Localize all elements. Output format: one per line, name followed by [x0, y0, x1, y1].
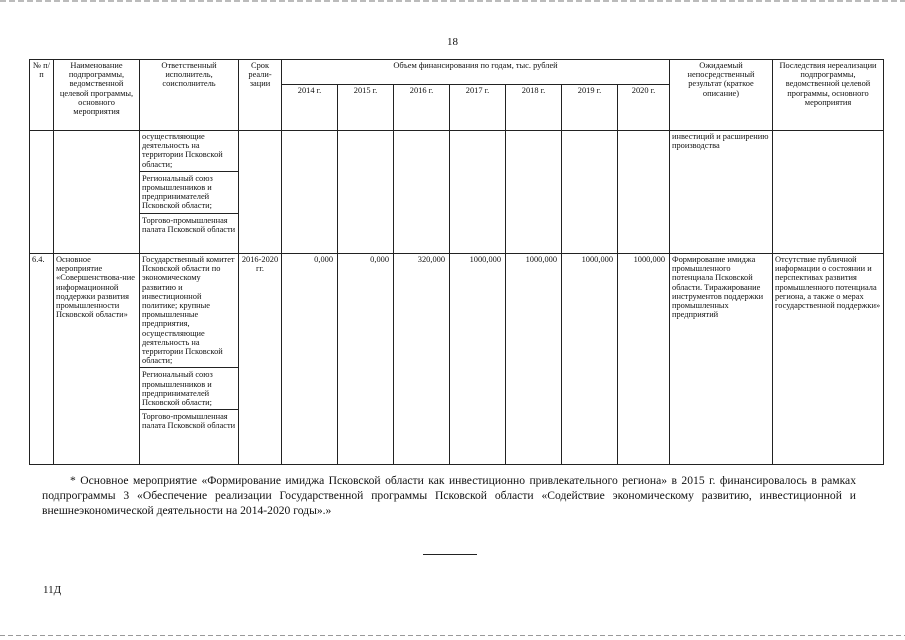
year-2014: 2014 г.	[282, 85, 338, 131]
value-2014	[282, 131, 338, 254]
row-name: Основное мероприятие «Совершенствова-ние информационной поддержки развития промышленности Псковской области»	[54, 254, 140, 465]
scan-edge-top	[0, 0, 905, 2]
scan-edge-bottom	[0, 635, 905, 636]
value-2018: 1000,000	[506, 254, 562, 465]
row-consequences	[773, 131, 884, 254]
value-2015	[338, 131, 394, 254]
year-2017: 2017 г.	[450, 85, 506, 131]
header-result: Ожидаемый непосредственный результат (краткое описание)	[670, 60, 773, 131]
row-responsible	[140, 131, 239, 254]
value-2017	[450, 131, 506, 254]
table-row	[30, 131, 884, 254]
separator-line	[423, 554, 477, 555]
value-2015: 0,000	[338, 254, 394, 465]
value-2020	[618, 131, 670, 254]
header-term: Срок реали-зации	[239, 60, 282, 131]
value-2016	[394, 131, 450, 254]
value-2017: 1000,000	[450, 254, 506, 465]
year-2015: 2015 г.	[338, 85, 394, 131]
value-2014: 0,000	[282, 254, 338, 465]
header-name: Наименование подпрограммы, ведомственной целевой программы, основного мероприятия	[54, 60, 140, 131]
year-2020: 2020 г.	[618, 85, 670, 131]
header-num: № п/п	[30, 60, 54, 131]
responsible-part: Региональный союз промышленников и предпринимателей Псковской области;	[140, 367, 238, 407]
header-consequences: Последствия нереализации подпрограммы, ведомственной целевой программы, основного мероприятия	[773, 60, 884, 131]
row-result: инвестиций и расширению производства	[670, 131, 773, 254]
row-responsible	[140, 254, 239, 465]
row-num: 6.4.	[30, 254, 54, 465]
year-2016: 2016 г.	[394, 85, 450, 131]
header-responsible: Ответственный исполнитель, соисполнитель	[140, 60, 239, 131]
header-financing: Объем финансирования по годам, тыс. рублей	[282, 60, 670, 85]
value-2018	[506, 131, 562, 254]
row-term: 2016-2020 гг.	[239, 254, 282, 465]
footnote: * Основное мероприятие «Формирование имиджа Псковской области как инвестиционно привлекательного региона» в 2015 г. финансировалось в рамках подпрограммы 3 «Обеспечение реализации Государственной программы Псковской области «Содействие экономическому развитию, инвестиционной и внешнеэкономической деятельности на 2014-2020 годы».»	[42, 474, 856, 517]
responsible-part: Торгово-промышленная палата Псковской области	[140, 409, 238, 430]
row-name	[54, 131, 140, 254]
value-2020: 1000,000	[618, 254, 670, 465]
page-number: 18	[447, 36, 458, 48]
responsible-part: Торгово-промышленная палата Псковской области	[140, 213, 238, 234]
row-consequences: Отсутствие публичной информации о состоянии и перспективах развития промышленного потенциала региона, а также о мерах государственной поддержки»	[773, 254, 884, 465]
value-2016: 320,000	[394, 254, 450, 465]
responsible-part: Региональный союз промышленников и предпринимателей Псковской области;	[140, 171, 238, 211]
year-2019: 2019 г.	[562, 85, 618, 131]
row-result: Формирование имиджа промышленного потенциала Псковской области. Тиражирование инструментов поддержки промышленных предприятий	[670, 254, 773, 465]
responsible-part: осуществляющие деятельность на территории Псковской области;	[142, 132, 223, 169]
header-row	[30, 60, 884, 85]
row-term	[239, 131, 282, 254]
responsible-part: Государственный комитет Псковской области по экономическому развитию и инвестиционной политике; крупные промышленные предприятия, осуществляющие деятельность на территории Псковской области;	[142, 255, 235, 366]
table-row	[30, 254, 884, 465]
document-code: 11Д	[43, 584, 62, 596]
row-num	[30, 131, 54, 254]
value-2019	[562, 131, 618, 254]
financing-table	[29, 59, 884, 465]
value-2019: 1000,000	[562, 254, 618, 465]
year-2018: 2018 г.	[506, 85, 562, 131]
